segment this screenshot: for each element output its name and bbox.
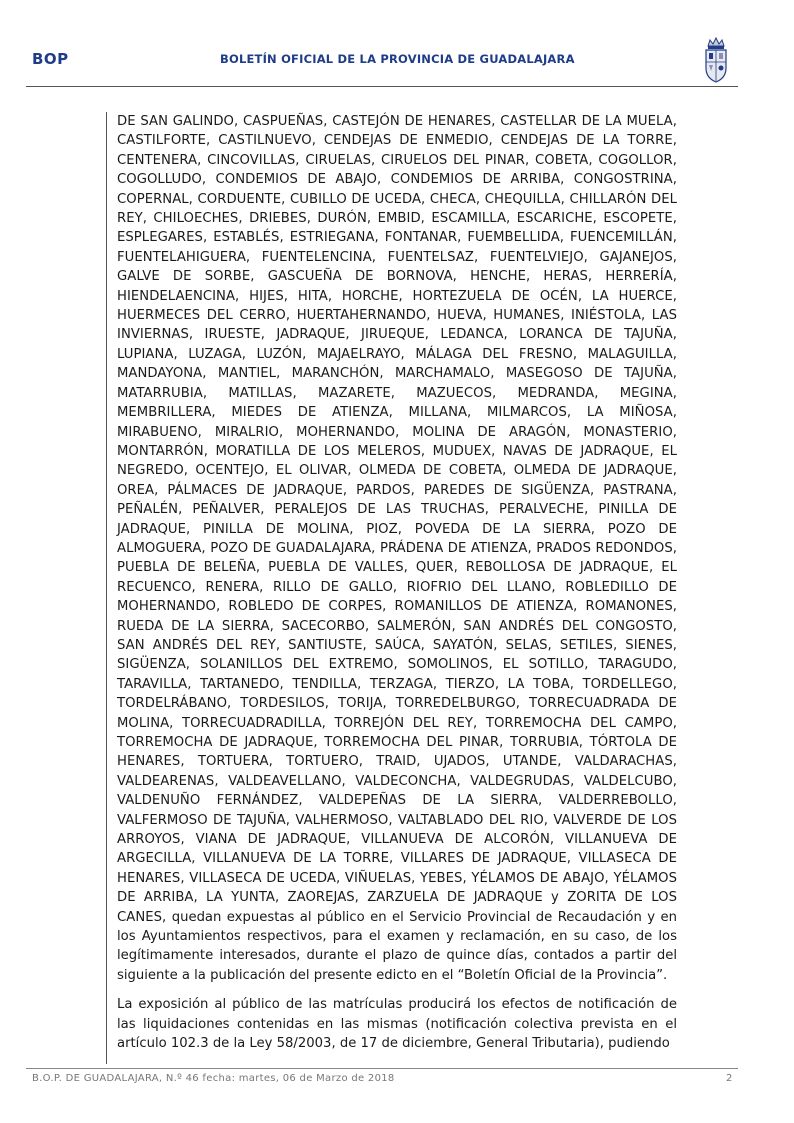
edict-body [117, 112, 677, 1054]
header-divider [26, 86, 738, 87]
bulletin-title: BOLETÍN OFICIAL DE LA PROVINCIA DE GUADALAJARA [220, 52, 575, 66]
bop-logo-text: BOP [32, 50, 69, 68]
coat-of-arms-icon [702, 36, 730, 84]
edict-paragraph-1 [117, 112, 677, 985]
municipality-list: DE SAN GALINDO, CASPUEÑAS, CASTEJÓN DE HENARES, CASTELLAR DE LA MUELA, CASTILFORTE, CASTILNUEVO, CENDEJAS DE ENMEDIO, CENDEJAS DE LA TORRE, CENTENERA, CINCOVILLAS, CIRUELAS, CIRUELOS DEL PINAR, COBETA, COGOLLOR, COGOLLUDO, CONDEMIOS DE ABAJO, CONDEMIOS DE ARRIBA, CONGOSTRINA, COPERNAL, CORDUENTE, CUBILLO DE UCEDA, CHECA, CHEQUILLA, CHILLARÓN DEL REY, CHILOECHES, DRIEBES, DURÓN, EMBID, ESCAMILLA, ESCARICHE, ESCOPETE, ESPLEGARES, ESTABLÉS, ESTRIEGANA, FONTANAR, FUEMBELLIDA, FUENCEMILLÁN, FUENTELAHIGUERA, FUENTELENCINA, FUENTELSAZ, FUENTELVIEJO, GAJANEJOS, GALVE DE SORBE, GASCUEÑA DE BORNOVA, HENCHE, HERAS, HERRERÍA, HIENDELAENCINA, HIJES, HITA, HORCHE, HORTEZUELA DE OCÉN, LA HUERCE, HUERMECES DEL CERRO, HUERTAHERNANDO, HUEVA, HUMANES, INIÉSTOLA, LAS INVIERNAS, IRUESTE, JADRAQUE, JIRUEQUE, LEDANCA, LORANCA DE TAJUÑA, LUPIANA, LUZAGA, LUZÓN, MAJAELRAYO, MÁLAGA DEL FRESNO, MALAGUILLA, MANDAYONA, MANTIEL, MARANCHÓN, MARCHAMALO, MASEGOSO DE TAJUÑA, MATARRUBIA, MATILLAS, MAZARETE, MAZUECOS, MEDRANDA, MEGINA, MEMBRILLERA, MIEDES DE ATIENZA, MILLANA, MILMARCOS, LA MIÑOSA, MIRABUENO, MIRALRIO, MOHERNANDO, MOLINA DE ARAGÓN, MONASTERIO, MONTARRÓN, MORATILLA DE LOS MELEROS, MUDUEX, NAVAS DE JADRAQUE, EL NEGREDO, OCENTEJO, EL OLIVAR, OLMEDA DE COBETA, OLMEDA DE JADRAQUE, OREA, PÁLMACES DE JADRAQUE, PARDOS, PAREDES DE SIGÜENZA, PASTRANA, PEÑALÉN, PEÑALVER, PERALEJOS DE LAS TRUCHAS, PERALVECHE, PINILLA DE JADRAQUE, PINILLA DE MOLINA, PIOZ, POVEDA DE LA SIERRA, POZO DE ALMOGUERA, POZO DE GUADALAJARA, PRÁDENA DE ATIENZA, PRADOS REDONDOS, PUEBLA DE BELEÑA, PUEBLA DE VALLES, QUER, REBOLLOSA DE JADRAQUE, EL RECUENCO, RENERA, RILLO DE GALLO, RIOFRIO DEL LLANO, ROBLEDILLO DE MOHERNANDO, ROBLEDO DE CORPES, ROMANILLOS DE ATIENZA, ROMANONES, RUEDA DE LA SIERRA, SACECORBO, SALMERÓN, SAN ANDRÉS DEL CONGOSTO, SAN ANDRÉS DEL REY, SANTIUSTE, SAÚCA, SAYATÓN, SELAS, SETILES, SIENES, SIGÜENZA, SOLANILLOS DEL EXTREMO, SOMOLINOS, EL SOTILLO, TARAGUDO, TARAVILLA, TARTANEDO, TENDILLA, TERZAGA, TIERZO, LA TOBA, TORDELLEGO, TORDELRÁBANO, TORDESILOS, TORIJA, TORREDELBURGO, TORRECUADRADA DE MOLINA, TORRECUADRADILLA, TORREJÓN DEL REY, TORREMOCHA DEL CAMPO, TORREMOCHA DE JADRAQUE, TORREMOCHA DEL PINAR, TORRUBIA, TÓRTOLA DE HENARES, TORTUERA, TORTUERO, TRAID, UJADOS, UTANDE, VALDARACHAS, VALDEARENAS, VALDEAVELLANO, VALDECONCHA, VALDEGRUDAS, VALDELCUBO, VALDENUÑO FERNÁNDEZ, VALDEPEÑAS DE LA SIERRA, VALDERREBOLLO, VALFERMOSO DE TAJUÑA, VALHERMOSO, VALTABLADO DEL RIO, VALVERDE DE LOS ARROYOS, VIANA DE JADRAQUE, VILLANUEVA DE ALCORÓN, VILLANUEVA DE ARGECILLA, VILLANUEVA DE LA TORRE, VILLARES DE JADRAQUE, VILLASECA DE HENARES, VILLASECA DE UCEDA, VIÑUELAS, YEBES, YÉLAMOS DE ABAJO, YÉLAMOS DE ARRIBA, LA YUNTA, ZAOREJAS, ZARZUELA DE JADRAQUE y ZORITA DE LOS CANES, [117, 114, 677, 925]
edict-paragraph-2: La exposición al público de las matrículas producirá los efectos de notificación de las liquidaciones contenidas en las mismas (notificación colectiva prevista en el artículo 102.3 de la Ley 58/2003, de 17 de diciembre, General Tributaria), pudiendo [117, 997, 677, 1052]
page-header [0, 0, 794, 90]
footer-divider [26, 1068, 738, 1069]
exposure-notice: quedan expuestas al público en el Servicio Provincial de Recaudación y en los Ayuntamientos respectivos, para el examen y reclamación, en su caso, de los legítimamente interesados, durante el plazo de quince días, contados a partir del siguiente a la publicación del presente edicto en el “Boletín Oficial de la Provincia”. [117, 909, 677, 983]
publication-footer: B.O.P. DE GUADALAJARA, N.º 46 fecha: martes, 06 de Marzo de 2018 [32, 1073, 395, 1084]
page-number: 2 [726, 1073, 733, 1084]
text-margin-rule [106, 112, 107, 1064]
